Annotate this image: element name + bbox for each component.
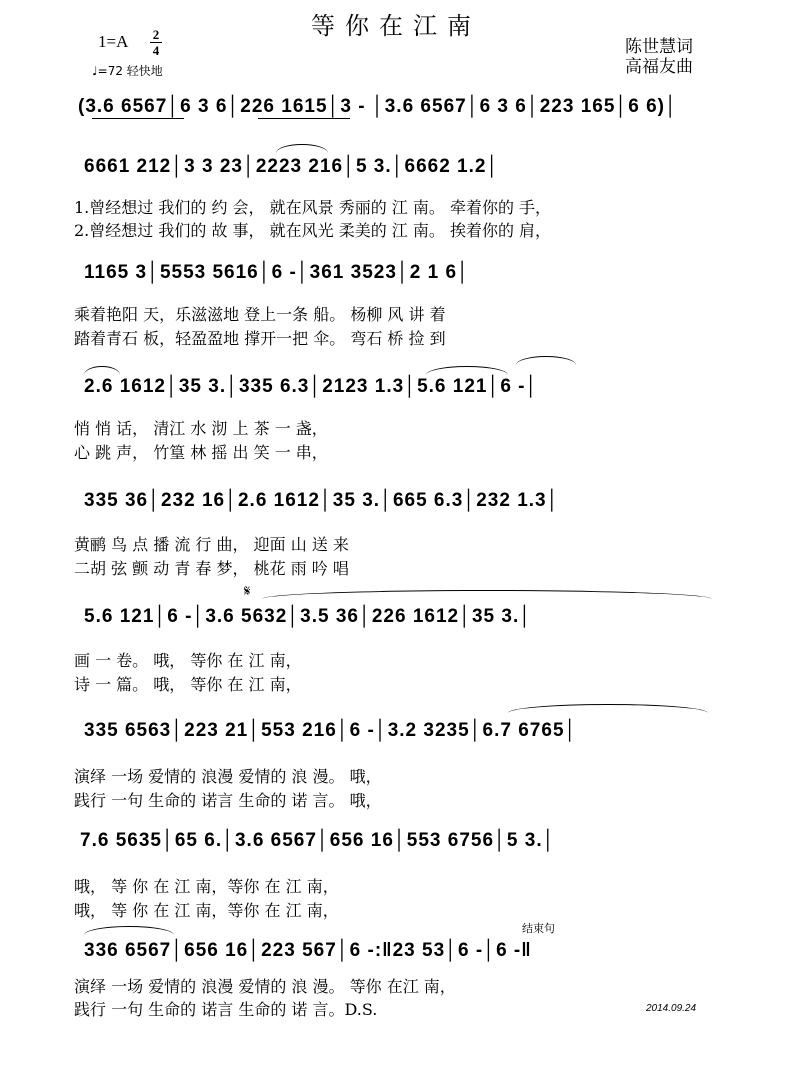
slur-3 bbox=[426, 366, 508, 375]
lyric-row-3-verse-1: 乘着艳阳 天，乐滋滋地 登上一条 船。 杨柳 风 讲 着 bbox=[74, 305, 446, 324]
slur-5 bbox=[262, 590, 712, 599]
lyric-row-3-verse-2: 踏着青石 板，轻盈盈地 撑开一把 伞。 弯石 桥 捡 到 bbox=[74, 329, 446, 348]
score-row-6: 5.6 121│6 -│3.6 5632│3.5 36│226 1612│35 3.│ bbox=[84, 606, 533, 627]
ending-label: 结束句 bbox=[522, 922, 555, 935]
underline-2 bbox=[258, 118, 350, 119]
lyric-row-8-verse-1: 哦， 等 你 在 江 南，等你 在 江 南， bbox=[74, 877, 339, 896]
score-row-3: 1165 3│5553 5616│6 -│361 3523│2 1 6│ bbox=[84, 262, 470, 283]
lyric-row-9-verse-2: 践行 一句 生命的 诺言 生命的 诺 言。D.S. bbox=[74, 1000, 378, 1019]
lyric-row-9-verse-1: 演绎 一场 爱情的 浪漫 爱情的 浪 漫。 等你 在江 南， bbox=[74, 977, 456, 996]
time-sig-bottom: 4 bbox=[152, 43, 160, 58]
tempo-marking: ♩=72 轻快地 bbox=[92, 64, 163, 78]
lyricist-credit: 陈世慧词 bbox=[625, 37, 693, 57]
lyric-row-7-verse-1: 演绎 一场 爱情的 浪漫 爱情的 浪 漫。 哦， bbox=[74, 767, 382, 786]
lyric-row-2-verse-1: 1.曾经想过 我们的 约 会， 就在风景 秀丽的 江 南。 牵着你的 手， bbox=[74, 198, 552, 217]
score-row-9: 336 6567│656 16│223 567│6 -:‖23 53│6 -│6 -‖ bbox=[84, 940, 532, 961]
lyric-row-2-verse-2: 2.曾经想过 我们的 故 事， 就在风光 柔美的 江 南。 挨着你的 肩， bbox=[74, 221, 552, 240]
score-row-2: 6661 212│3 3 23│2223 216│5 3.│6662 1.2│ bbox=[84, 156, 500, 177]
slur-1 bbox=[276, 144, 328, 153]
lyric-row-4-verse-2: 心 跳 声， 竹篁 林 摇 出 笑 一 串， bbox=[74, 443, 328, 462]
score-row-7: 335 6563│223 21│553 216│6 -│3.2 3235│6.7 6765│ bbox=[84, 720, 578, 741]
date-stamp: 2014.09.24 bbox=[646, 1003, 697, 1014]
lyric-row-5-verse-2: 二胡 弦 颤 动 青 春 梦， 桃花 雨 吟 唱 bbox=[74, 559, 349, 578]
score-row-8: 7.6 5635│65 6.│3.6 6567│656 16│553 6756│5 3.│ bbox=[80, 830, 556, 851]
underline-1 bbox=[92, 118, 184, 119]
slur-4 bbox=[84, 366, 120, 375]
slur-2 bbox=[516, 356, 576, 365]
lyric-row-4-verse-1: 悄 悄 话， 清江 水 沏 上 茶 一 盏， bbox=[74, 419, 328, 438]
slur-6 bbox=[508, 704, 708, 713]
score-row-4: 2.6 1612│35 3.│335 6.3│2123 1.3│5.6 121│6 -│ bbox=[84, 376, 539, 397]
lyric-row-6-verse-1: 画 一 卷。 哦， 等你 在 江 南， bbox=[74, 651, 302, 670]
score-row-5: 335 36│232 16│2.6 1612│35 3.│665 6.3│232 1.3│ bbox=[84, 490, 560, 511]
slur-7 bbox=[84, 926, 174, 935]
song-title: 等你在江南 bbox=[311, 12, 481, 40]
lyric-row-6-verse-2: 诗 一 篇。 哦， 等你 在 江 南， bbox=[74, 675, 302, 694]
lyric-row-7-verse-2: 践行 一句 生命的 诺言 生命的 诺 言。 哦， bbox=[74, 791, 382, 810]
score-row-1: (3.6 6567│6 3 6│226 1615│3 - │3.6 6567│6 3 6│223 165│6 6)│ bbox=[78, 96, 678, 117]
segno-sign: 𝄋 bbox=[244, 582, 251, 600]
lyric-row-5-verse-1: 黄鹂 鸟 点 播 流 行 曲， 迎面 山 送 来 bbox=[74, 535, 349, 554]
lyric-row-8-verse-2: 哦， 等 你 在 江 南，等你 在 江 南， bbox=[74, 901, 339, 920]
time-signature bbox=[150, 28, 162, 57]
time-sig-top: 2 bbox=[152, 27, 160, 42]
key-signature: 1=A bbox=[98, 32, 129, 51]
composer-credit: 高福友曲 bbox=[625, 57, 693, 77]
